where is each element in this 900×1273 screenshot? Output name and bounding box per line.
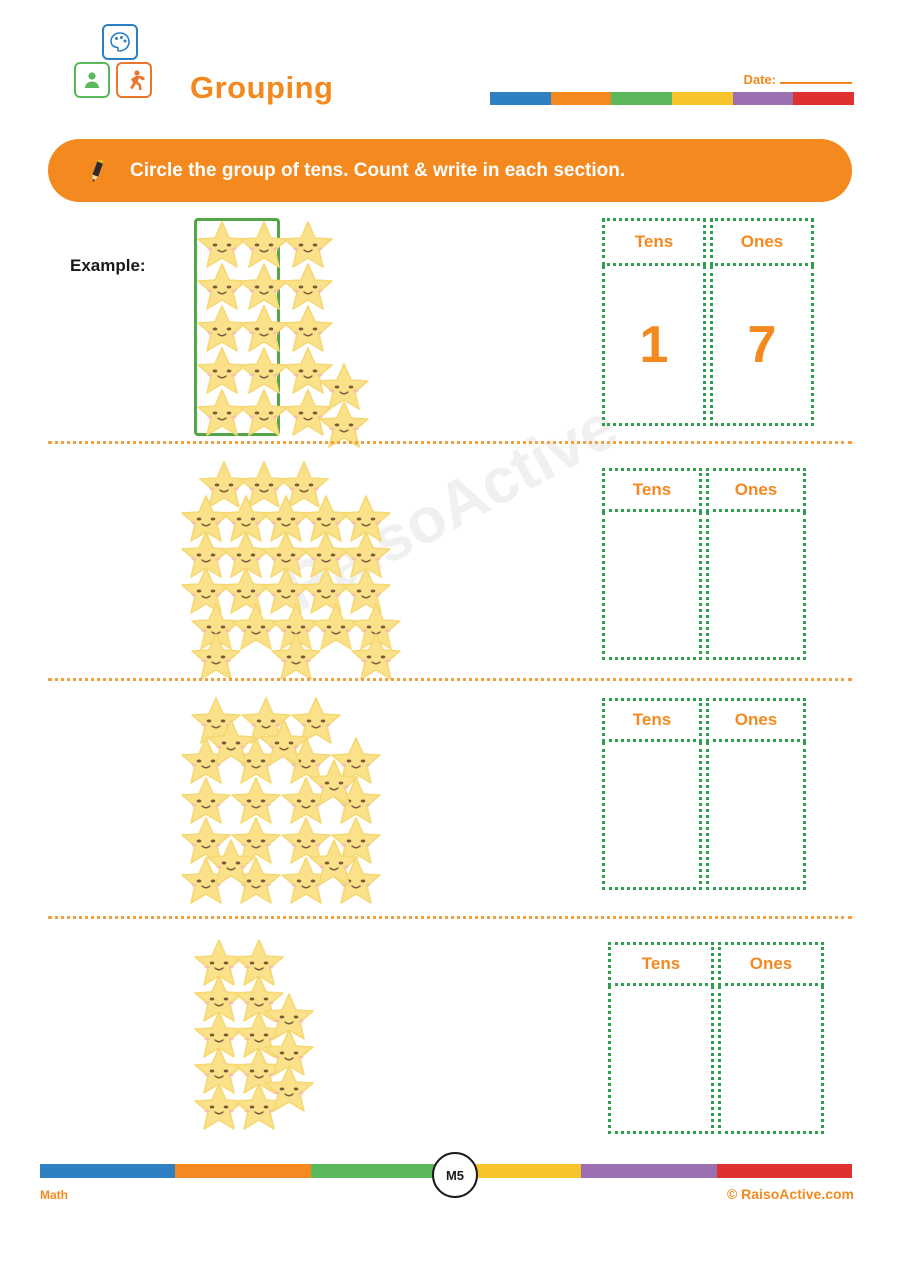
bar-segment-orange: [551, 92, 612, 105]
exercise-row-4: [0, 924, 900, 1150]
star-group-2: [180, 460, 410, 670]
footer-segment-red: [717, 1164, 852, 1178]
tens-ones-group-4: [608, 942, 826, 1142]
star-icon: [205, 718, 257, 768]
star-icon: [190, 632, 242, 682]
subject-label: Math: [40, 1188, 68, 1202]
exercise-row-3: [0, 686, 900, 912]
page-title: Grouping: [190, 70, 334, 105]
ones-answer-4[interactable]: [718, 986, 824, 1134]
bar-segment-blue: [490, 92, 551, 105]
bar-segment-yellow: [672, 92, 733, 105]
star-icon: [205, 838, 257, 888]
star-icon: [308, 758, 360, 808]
ones-answer-example[interactable]: 7: [710, 266, 814, 426]
ones-header-2: Ones: [706, 468, 806, 512]
tens-answer-3[interactable]: [602, 742, 702, 890]
watermark: RaisoActive: [271, 389, 629, 625]
tens-ones-group-3: [602, 698, 808, 894]
ones-answer-2[interactable]: [706, 512, 806, 660]
row-separator-2: [48, 678, 852, 681]
instruction-banner: [48, 139, 852, 202]
tens-answer-example[interactable]: 1: [602, 266, 706, 426]
logo: [66, 24, 176, 102]
page-code-badge: M5: [432, 1152, 478, 1198]
running-icon: [116, 62, 152, 98]
star-group-3: [180, 696, 400, 906]
star-icon: [270, 632, 322, 682]
ones-header-example: Ones: [710, 218, 814, 266]
tens-ones-group-example: [602, 218, 814, 430]
row-separator-3: [48, 916, 852, 919]
date-label-text: Date:: [743, 72, 776, 87]
bar-segment-red: [793, 92, 854, 105]
star-icon: [350, 632, 402, 682]
bar-segment-green: [611, 92, 672, 105]
footer-segment-purple: [581, 1164, 716, 1178]
footer-segment-blue: [40, 1164, 175, 1178]
tens-header-2: Tens: [602, 468, 702, 512]
person-icon: [74, 62, 110, 98]
footer-segment-orange: [175, 1164, 310, 1178]
example-label: Example:: [70, 256, 146, 275]
ones-answer-3[interactable]: [706, 742, 806, 890]
tens-header-3: Tens: [602, 698, 702, 742]
row-separator-1: [48, 441, 852, 444]
tens-answer-2[interactable]: [602, 512, 702, 660]
tens-answer-4[interactable]: [608, 986, 714, 1134]
tens-ones-group-2: [602, 468, 808, 664]
star-group-4: [185, 938, 345, 1138]
tens-header-4: Tens: [608, 942, 714, 986]
ones-header-3: Ones: [706, 698, 806, 742]
header-color-bar: [490, 92, 854, 105]
exercise-row-2: [0, 452, 900, 674]
date-field: [743, 72, 852, 87]
exercise-row-example: [0, 208, 900, 444]
star-icon: [258, 718, 310, 768]
page-header: [0, 0, 900, 130]
ones-header-4: Ones: [718, 942, 824, 986]
star-icon: [263, 1064, 315, 1114]
tens-header-example: Tens: [602, 218, 706, 266]
palette-icon: [102, 24, 138, 60]
copyright-label: © RaisoActive.com: [726, 1186, 854, 1202]
pencil-icon: [82, 156, 112, 186]
date-blank-line[interactable]: [780, 72, 852, 84]
instruction-text: Circle the group of tens. Count & write in each section.: [130, 159, 626, 181]
bar-segment-purple: [733, 92, 794, 105]
star-group-example: [190, 214, 390, 440]
footer-segment-green: [311, 1164, 446, 1178]
star-icon: [308, 838, 360, 888]
